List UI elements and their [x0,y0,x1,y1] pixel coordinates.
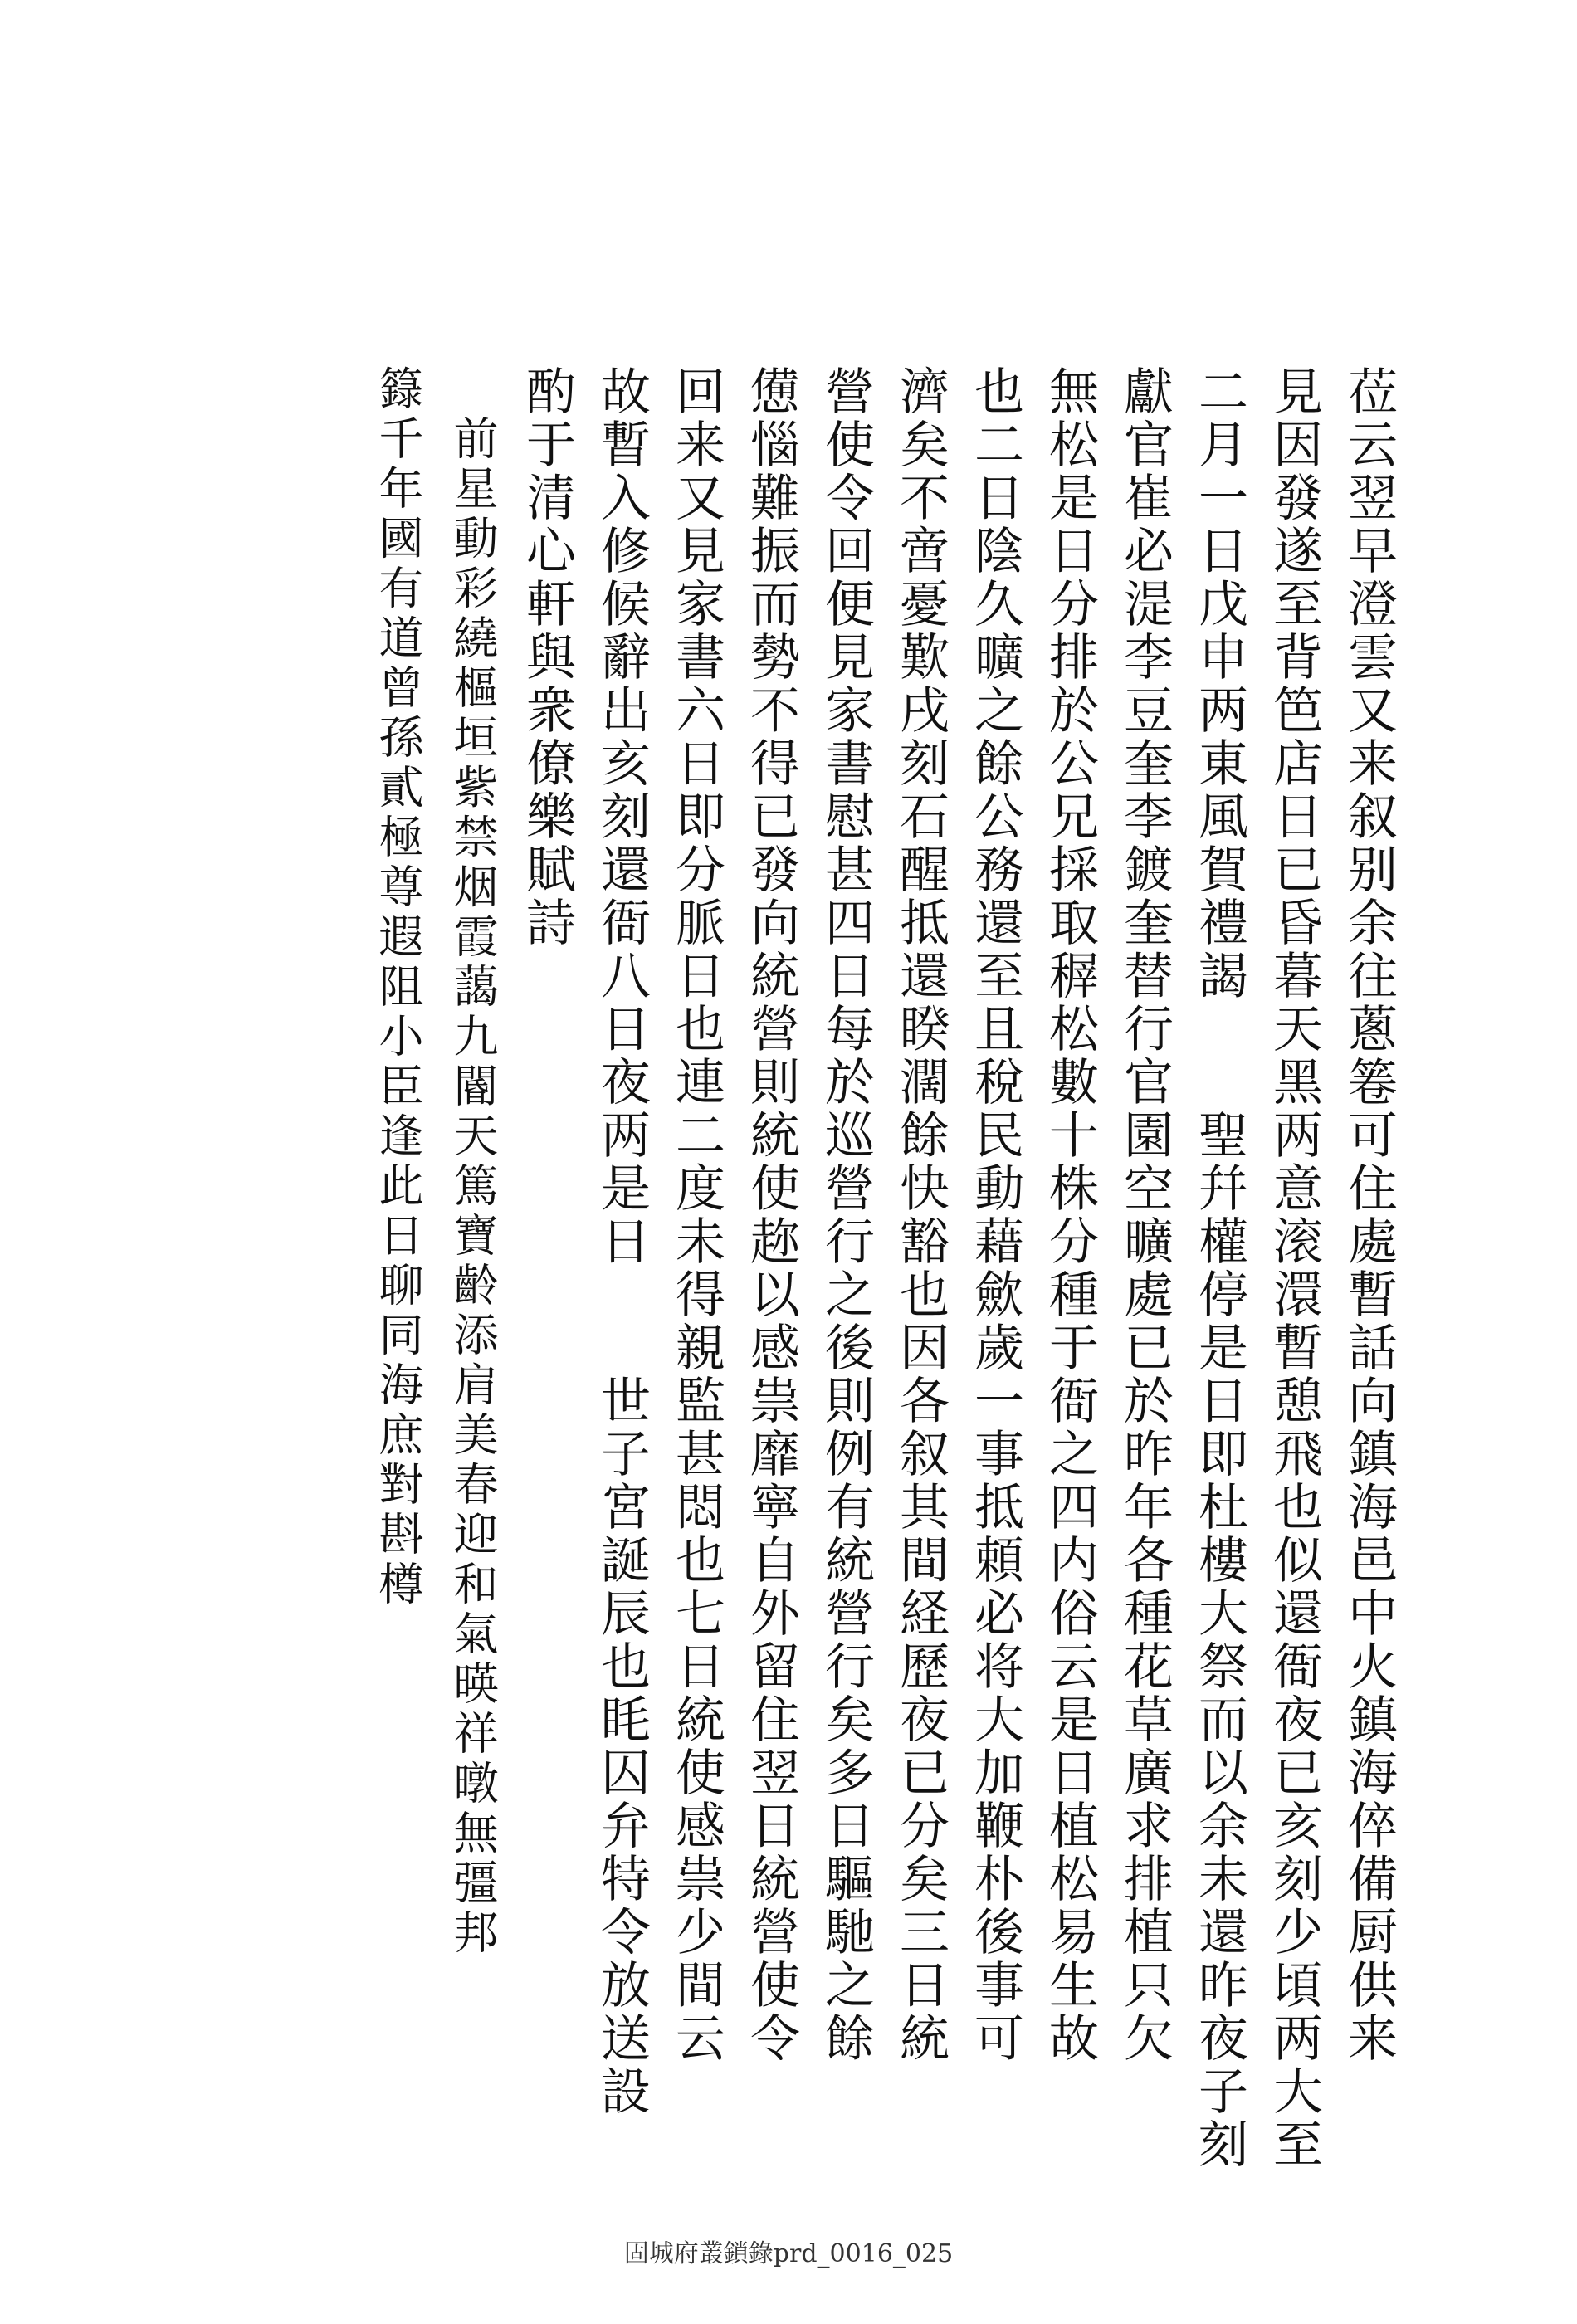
text-column: 回来又見家書六日即分脈日也連二度未得親監甚悶也七日統使感祟少間云 [667,365,725,2065]
text-column: 酌于清心軒與衆僚樂賦詩 [518,365,576,950]
text-column: 營使令回便見家書慰甚四日每於巡營行之後則例有統營行矣多日驅馳之餘 [817,365,875,2065]
text-column: 無松是日分排於公兄採取稺松數十株分種于衙之四内俗云是日植松易生故 [1041,365,1099,2065]
poem-column: 籙千年國有道曾孫貳極尊遐阻小臣逢此日聊同海庶對斟樽 [372,365,424,1610]
page-footer-caption: 固城府叢鎖錄prd_0016_025 [623,2239,954,2268]
text-column: 獻官崔必湜李豆奎李鍍奎替行官園空曠處已於昨年各種花草廣求排植只欠 [1116,365,1174,2065]
text-column: 憊惱難振而勢不得已發向統營則統使趂以感祟靡寧自外留住翌日統營使令 [742,365,800,2065]
text-columns [183,365,1403,2171]
text-column: 濟矣不啻憂歎戌刻石醒抵還睽濶餘快豁也因各叙其間経歷夜已分矣三日統 [891,365,950,2065]
text-column: 故暫入修候辭出亥刻還衙八日夜两是日 世子宮誕辰也眊囚弁特令放送設 [593,365,651,2118]
poem-column: 前星動彩繞樞垣紫禁烟霞藹九閽天篤寶齡添肩美春迎和氣暎祥暾無彊邦 [447,365,499,1959]
text-column: 也二日陰久曠之餘公務還至且稅民動藉歛歲一事抵頼必将大加鞭朴後事可 [966,365,1024,2065]
text-column: 二月一日戊申两東風賀禮謁 聖幷權停是日即杜樓大祭而以余未還昨夜子刻 [1190,365,1248,2171]
text-column: 莅云翌早澄雲又来叙别余往蔥箞可住處暫話向鎮海邑中火鎮海倅備厨供来 [1340,365,1398,2065]
text-column: 見因發遂至背笆店日已昏暮天黑两意滚澴暫憩飛也似還衙夜已亥刻少頃两大至 [1265,365,1323,2171]
